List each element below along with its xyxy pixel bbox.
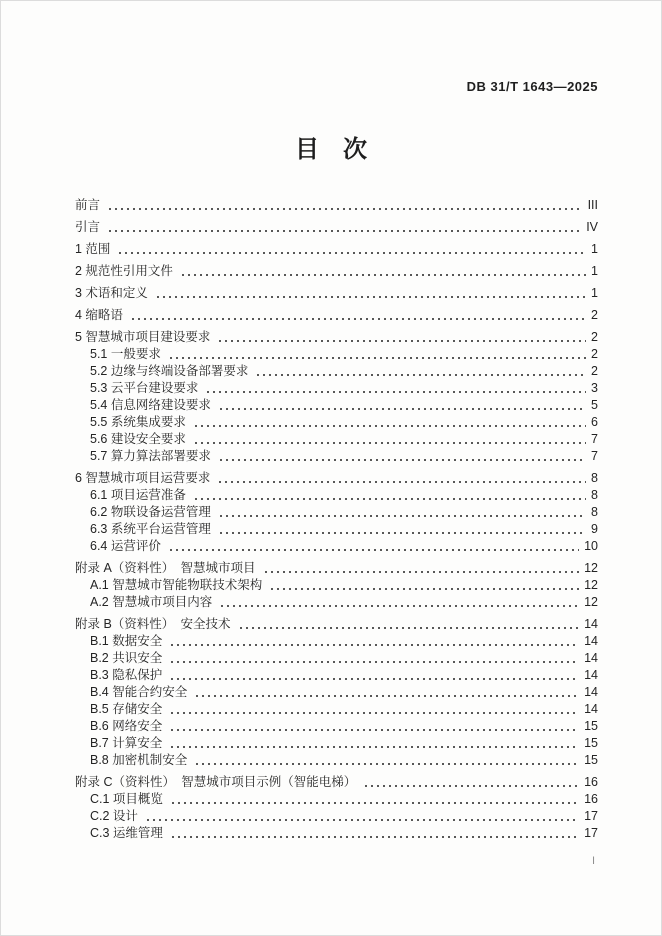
toc-entry-label: 6 智慧城市项目运营要求 [75, 471, 211, 485]
toc-entry-page: 14 [584, 685, 598, 699]
toc-entry [75, 824, 598, 841]
toc-entry-page: 8 [591, 488, 598, 502]
dot-leader [193, 441, 586, 445]
toc-entry [75, 649, 598, 666]
toc-entry [75, 284, 598, 301]
dot-leader [170, 801, 579, 805]
toc-entry [75, 413, 598, 430]
toc-entry-label: B.2 共识安全 [90, 651, 163, 665]
dot-leader [169, 677, 579, 681]
toc-entry-label: 5.7 算力算法部署要求 [90, 449, 211, 463]
toc-entry-page: 12 [584, 595, 598, 609]
toc-entry-page: 17 [584, 826, 598, 840]
dot-leader [170, 835, 579, 839]
toc-entry-label: C.2 设计 [90, 809, 138, 823]
toc-entry-label: 前言 [75, 198, 101, 212]
toc-entry [75, 328, 598, 345]
toc-entry-label: 6.2 物联设备运营管理 [90, 505, 211, 519]
toc-entry-page: 2 [591, 364, 598, 378]
toc-entry [75, 503, 598, 520]
dot-leader [130, 317, 586, 321]
toc-entry [75, 469, 598, 486]
toc-entry [75, 345, 598, 362]
toc-entry-label: 1 范围 [75, 242, 111, 256]
dot-leader [205, 390, 586, 394]
toc-entry [75, 576, 598, 593]
toc-entry [75, 790, 598, 807]
dot-leader [218, 514, 586, 518]
toc-entry-label: 2 规范性引用文件 [75, 264, 173, 278]
toc-entry-label: 5.1 一般要求 [90, 347, 161, 361]
dot-leader [117, 251, 586, 255]
toc-entry-page: 3 [591, 381, 598, 395]
toc-entry-page: 1 [591, 264, 598, 278]
toc-entry [75, 773, 598, 790]
toc-entry-page: 5 [591, 398, 598, 412]
toc-entry [75, 447, 598, 464]
dot-leader [218, 531, 586, 535]
toc-entry [75, 537, 598, 554]
toc-list [75, 196, 598, 841]
toc-entry [75, 734, 598, 751]
dot-leader [194, 694, 579, 698]
toc-entry-label: 5.6 建设安全要求 [90, 432, 186, 446]
toc-entry-label: 6.3 系统平台运营管理 [90, 522, 211, 536]
toc-entry-page: 17 [584, 809, 598, 823]
toc-entry-label: 附录 B（资料性） 安全技术 [75, 617, 231, 631]
toc-entry [75, 362, 598, 379]
dot-leader [169, 660, 579, 664]
toc-entry-label: 3 术语和定义 [75, 286, 148, 300]
toc-entry-label: 5.4 信息网络建设要求 [90, 398, 211, 412]
toc-entry-label: A.2 智慧城市项目内容 [90, 595, 213, 609]
dot-leader [269, 587, 579, 591]
toc-entry [75, 396, 598, 413]
page-title: 目 次 [295, 136, 367, 163]
toc-entry-label: A.1 智慧城市智能物联技术架构 [90, 578, 263, 592]
toc-entry-label: 附录 C（资料性） 智慧城市项目示例（智能电梯） [75, 775, 357, 789]
toc-entry-label: B.5 存储安全 [90, 702, 163, 716]
dot-leader [107, 207, 583, 211]
toc-entry [75, 632, 598, 649]
toc-entry-page: 15 [584, 736, 598, 750]
toc-entry [75, 807, 598, 824]
toc-entry [75, 683, 598, 700]
dot-leader [155, 295, 586, 299]
page-number: I [591, 855, 595, 867]
dot-leader [217, 339, 586, 343]
toc-entry [75, 379, 598, 396]
dot-leader [169, 728, 579, 732]
toc-entry-label: 5.3 云平台建设要求 [90, 381, 199, 395]
toc-entry-page: 8 [591, 505, 598, 519]
dot-leader [169, 643, 579, 647]
toc-entry [75, 559, 598, 576]
dot-leader [169, 745, 579, 749]
toc-entry-page: 12 [584, 578, 598, 592]
dot-leader [107, 229, 581, 233]
toc-entry [75, 196, 598, 213]
toc-entry-label: B.3 隐私保护 [90, 668, 163, 682]
dot-leader [168, 356, 586, 360]
dot-leader [238, 626, 580, 630]
dot-leader [194, 762, 579, 766]
dot-leader [145, 818, 579, 822]
toc-entry [75, 430, 598, 447]
toc-entry [75, 486, 598, 503]
dot-leader [193, 424, 586, 428]
standard-number: DB 31/T 1643—2025 [466, 79, 598, 94]
toc-entry-page: 10 [584, 539, 598, 553]
dot-leader [169, 711, 579, 715]
toc-entry-page: 1 [591, 286, 598, 300]
toc-entry [75, 262, 598, 279]
toc-entry-label: B.6 网络安全 [90, 719, 163, 733]
toc-entry-page: 14 [584, 668, 598, 682]
toc-entry-page: 8 [591, 471, 598, 485]
dot-leader [263, 570, 580, 574]
toc-entry-label: 4 缩略语 [75, 308, 123, 322]
toc-entry-page: 7 [591, 449, 598, 463]
toc-entry-page: 1 [591, 242, 598, 256]
toc-entry [75, 615, 598, 632]
dot-leader [193, 497, 586, 501]
toc-entry-page: 12 [584, 561, 598, 575]
toc-entry-page: 14 [584, 702, 598, 716]
toc-entry [75, 593, 598, 610]
dot-leader [180, 273, 586, 277]
toc-entry-label: 5.5 系统集成要求 [90, 415, 186, 429]
toc-entry [75, 520, 598, 537]
toc-entry-label: C.1 项目概览 [90, 792, 163, 806]
toc-entry-page: 16 [584, 775, 598, 789]
dot-leader [217, 480, 586, 484]
dot-leader [168, 548, 579, 552]
dot-leader [219, 604, 579, 608]
toc-entry [75, 240, 598, 257]
toc-entry-page: III [587, 198, 598, 212]
toc-entry-page: 14 [584, 651, 598, 665]
toc-entry-label: B.1 数据安全 [90, 634, 163, 648]
toc-entry-page: 2 [591, 330, 598, 344]
toc-entry-page: 15 [584, 719, 598, 733]
toc-entry-page: IV [586, 220, 598, 234]
toc-entry-page: 15 [584, 753, 598, 767]
toc-entry-page: 7 [591, 432, 598, 446]
toc-entry-label: B.7 计算安全 [90, 736, 163, 750]
toc-entry [75, 218, 598, 235]
toc-entry-label: 5.2 边缘与终端设备部署要求 [90, 364, 249, 378]
toc-entry-label: B.4 智能合约安全 [90, 685, 188, 699]
toc-entry-page: 2 [591, 308, 598, 322]
dot-leader [218, 458, 586, 462]
toc-entry-label: 5 智慧城市项目建设要求 [75, 330, 211, 344]
toc-entry-label: 6.4 运营评价 [90, 539, 161, 553]
dot-leader [255, 373, 586, 377]
toc-entry [75, 751, 598, 768]
dot-leader [218, 407, 586, 411]
toc-entry-label: C.3 运维管理 [90, 826, 163, 840]
toc-entry-page: 2 [591, 347, 598, 361]
toc-entry-page: 6 [591, 415, 598, 429]
toc-entry-label: B.8 加密机制安全 [90, 753, 188, 767]
toc-entry-page: 14 [584, 634, 598, 648]
dot-leader [363, 784, 579, 788]
toc-entry [75, 717, 598, 734]
toc-entry [75, 666, 598, 683]
toc-entry-page: 9 [591, 522, 598, 536]
toc-entry [75, 306, 598, 323]
toc-entry [75, 700, 598, 717]
toc-entry-page: 14 [584, 617, 598, 631]
toc-entry-page: 16 [584, 792, 598, 806]
toc-entry-label: 引言 [75, 220, 101, 234]
toc-entry-label: 6.1 项目运营准备 [90, 488, 186, 502]
toc-entry-label: 附录 A（资料性） 智慧城市项目 [75, 561, 256, 575]
